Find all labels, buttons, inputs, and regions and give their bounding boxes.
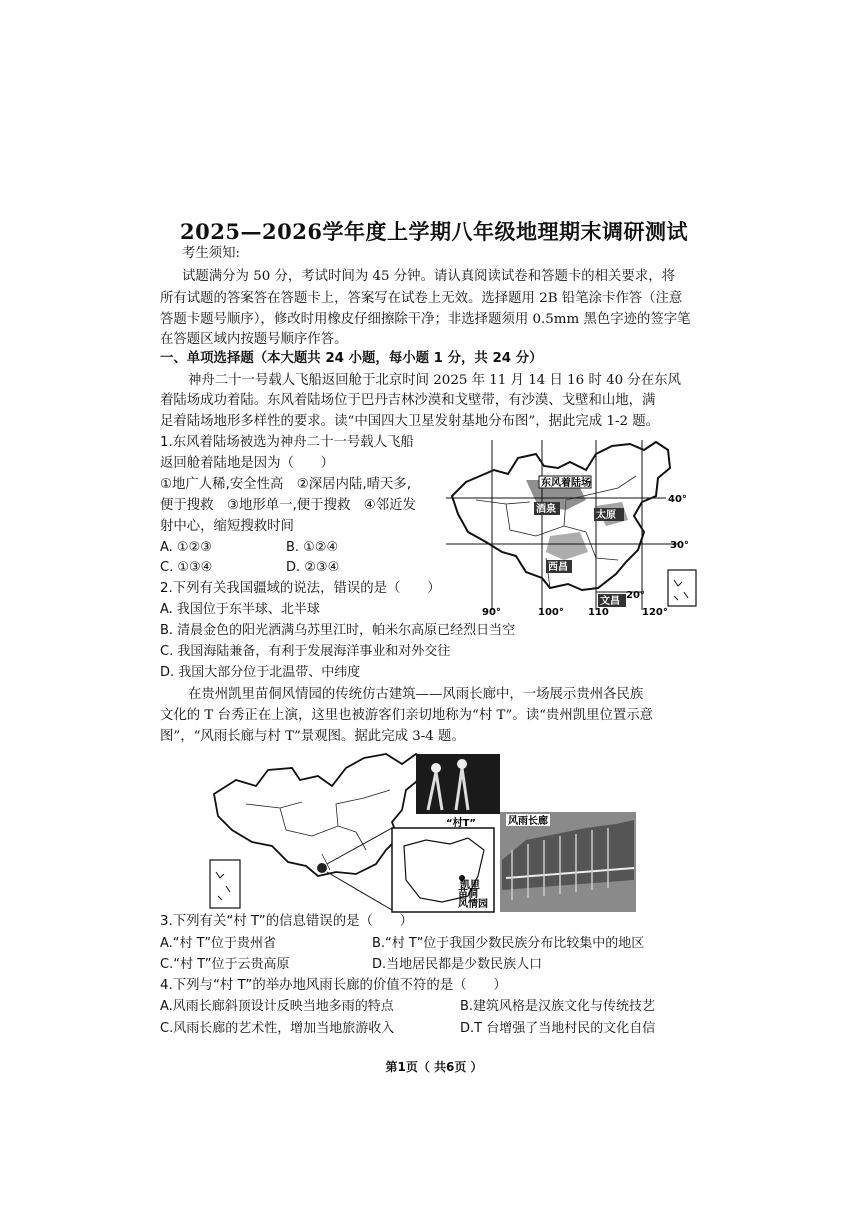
passage-line: 图”，“风雨长廊与村 T”景观图。据此完成 3-4 题。	[160, 729, 465, 744]
option-b[interactable]: B. ①②④	[286, 540, 339, 555]
map-label-taiyuan: 太原	[596, 510, 616, 521]
passage-line: 在贵州凯里苗侗风情园的传统仿古建筑——风雨长廊中，一场展示贵州各民族	[188, 687, 644, 702]
lat-label: 40°	[668, 494, 687, 505]
map-label-dongfeng: 东风着陆场	[541, 478, 591, 489]
kaili-location-figure	[206, 750, 636, 915]
option-c[interactable]: C.“村 T”位于云贵高原	[160, 957, 290, 972]
option-d[interactable]: D. ②③④	[286, 560, 340, 575]
option-a[interactable]: A.“村 T”位于贵州省	[160, 936, 277, 951]
lat-label: 20°	[626, 590, 645, 601]
map-label-miaodong: 苗侗	[458, 889, 478, 900]
notice-line: 答题卡题号顺序），修改时用橡皮仔细擦除干净；非选择题须用 0.5mm 黑色字迹的签字笔	[160, 312, 691, 327]
photo-caption-corridor: 风雨长廊	[508, 816, 548, 827]
question-1-stem: 返回舱着陆地是因为（ ）	[160, 456, 335, 471]
lat-label: 30°	[670, 540, 689, 551]
option-c[interactable]: C. 我国海陆兼备，有利于发展海洋事业和对外交往	[160, 644, 451, 659]
option-a[interactable]: A.风雨长廊斜顶设计反映当地多雨的特点	[160, 999, 394, 1014]
passage-line: 文化的 T 台秀正在上演，这里也被游客们亲切地称为“村 T”。读“贵州凯里位置示意	[160, 708, 654, 723]
notice-line: 试题满分为 50 分，考试时间为 45 分钟。请认真阅读试卷和答题卡的相关要求，将	[182, 269, 675, 284]
photo-caption-village-t: “村T”	[446, 818, 476, 829]
map-label-xichang: 西昌	[548, 562, 568, 573]
lon-label: 120°	[642, 607, 668, 618]
option-a[interactable]: A. 我国位于东半球、北半球	[160, 602, 320, 617]
question-1-statement: ①地广人稀,安全性高 ②深居内陆,晴天多,	[160, 477, 412, 492]
question-3-stem: 3.下列有关“村 T”的信息错误的是（ ）	[160, 914, 414, 929]
notice-heading: 考生须知:	[182, 246, 241, 261]
south-china-sea-inset	[668, 570, 696, 606]
option-b[interactable]: B. 清晨金色的阳光洒满乌苏里江时，帕米尔高原已经烈日当空	[160, 623, 516, 638]
map-label-wenchang: 文昌	[600, 596, 620, 607]
map-label-jiuquan: 酒泉	[536, 504, 556, 515]
notice-line: 在答题区域内按题号顺序作答。	[160, 332, 348, 347]
lon-label: 90°	[482, 607, 501, 618]
option-d[interactable]: D.当地居民都是少数民族人口	[372, 957, 543, 972]
option-a[interactable]: A. ①②③	[160, 540, 212, 555]
option-b[interactable]: B.建筑风格是汉族文化与传统技艺	[460, 999, 656, 1014]
lon-label: 110	[588, 607, 609, 618]
question-2-stem: 2.下列有关我国疆域的说法，错误的是（ ）	[160, 581, 441, 596]
option-d[interactable]: D. 我国大部分位于北温带、中纬度	[160, 665, 361, 680]
notice-line: 所有试题的答案答在答题卡上，答案写在试卷上无效。选择题用 2B 铅笔涂卡作答（注意	[160, 291, 683, 306]
map-label-fengqingyuan: 风情园	[458, 899, 488, 910]
map-label-kaili: 凯里	[460, 880, 480, 891]
question-1-statement: 射中心，缩短搜救时间	[160, 519, 294, 534]
page-footer: 第1页（ 共6页 ）	[385, 1060, 483, 1074]
question-4-stem: 4.下列与“村 T”的举办地风雨长廊的价值不符的是（ ）	[160, 978, 507, 993]
question-1-statement: 便于搜救 ③地形单一,便于搜救 ④邻近发	[160, 498, 416, 513]
passage-line: 足着陆场地形多样性的要求。读“中国四大卫星发射基地分布图”，据此完成 1-2 题。	[160, 414, 660, 429]
south-china-sea-inset	[210, 860, 240, 908]
passage-line: 神舟二十一号载人飞船返回舱于北京时间 2025 年 11 月 14 日 16 时 40 分在东风	[188, 373, 681, 388]
option-b[interactable]: B.“村 T”位于我国少数民族分布比较集中的地区	[372, 936, 645, 951]
exam-title: 2025—2026学年度上学期八年级地理期末调研测试	[180, 219, 688, 244]
passage-line: 着陆场成功着陆。东风着陆场位于巴丹吉林沙漠和戈壁带，有沙漠、戈壁和山地，满	[160, 393, 656, 408]
lon-label: 100°	[538, 607, 564, 618]
question-1-stem: 1.东风着陆场被选为神舟二十一号载人飞船	[160, 435, 414, 450]
option-d[interactable]: D.T 台增强了当地村民的文化自信	[460, 1021, 656, 1036]
option-c[interactable]: C.风雨长廊的艺术性，增加当地旅游收入	[160, 1021, 395, 1036]
launch-base-map	[446, 440, 702, 618]
option-c[interactable]: C. ①③④	[160, 560, 213, 575]
section-heading: 一、单项选择题（本大题共 24 小题，每小题 1 分，共 24 分）	[160, 351, 543, 366]
